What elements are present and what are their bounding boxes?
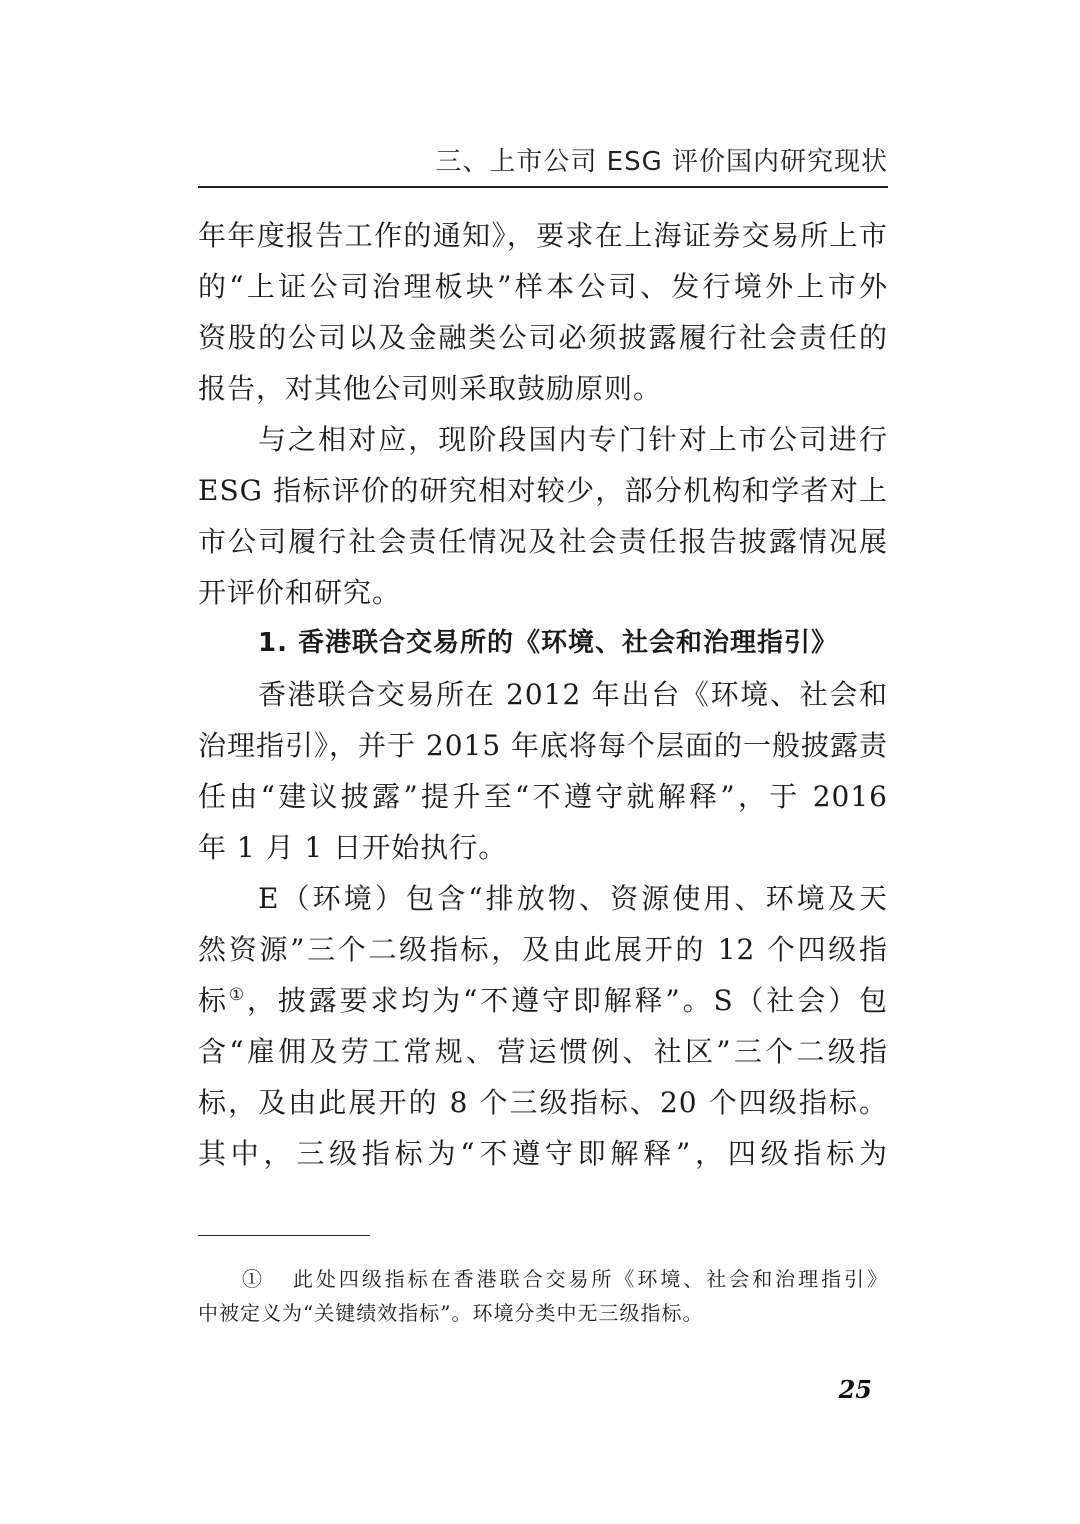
body-line: 治理指引》，并于 2015 年底将每个层面的一般披露责 (198, 729, 889, 762)
body-line: 标，及由此展开的 8 个三级指标、20 个四级指标。 (198, 1086, 888, 1119)
body-line: 年 1 月 1 日开始执行。 (198, 831, 508, 864)
body-line: 开评价和研究。 (198, 576, 402, 609)
footnote-reference[interactable]: ① (228, 985, 247, 1005)
footnote-line: 中被定义为“关键绩效指标”。环境分类中无三级指标。 (198, 1301, 704, 1325)
footnote-line (198, 1262, 888, 1296)
body-line: 市公司履行社会责任情况及社会责任报告披露情况展 (198, 525, 888, 558)
body-line: 与之相对应，现阶段国内专门针对上市公司进行 (258, 423, 888, 456)
body-line: 的“上证公司治理板块”样本公司、发行境外上市外 (198, 270, 888, 303)
body-line-start: 标 (198, 984, 229, 1017)
body-line: 然资源”三个二级指标，及由此展开的 12 个四级指 (198, 933, 888, 966)
body-line: 任由“建议披露”提升至“不遵守就解释”，于 2016 (198, 780, 888, 813)
body-line: 香港联合交易所在 2012 年出台《环境、社会和 (258, 678, 888, 711)
footnote (198, 1262, 888, 1330)
body-line: 其中，三级指标为“不遵守即解释”，四级指标为 (198, 1137, 888, 1170)
body-text (198, 210, 888, 1179)
section-heading: 1. 香港联合交易所的《环境、社会和治理指引》 (258, 628, 839, 658)
footnote-marker: ① (242, 1267, 265, 1291)
body-line: E（环境）包含“排放物、资源使用、环境及天 (258, 882, 888, 915)
body-line: 资股的公司以及金融类公司必须披露履行社会责任的 (198, 321, 888, 354)
body-line-rest: ，披露要求均为“不遵守即解释”。S（社会）包 (246, 984, 888, 1017)
body-line: ESG 指标评价的研究相对较少，部分机构和学者对上 (198, 474, 888, 507)
page-number: 25 (838, 1375, 872, 1404)
body-line-with-footnote (198, 975, 888, 1026)
body-line: 年年度报告工作的通知》，要求在上海证券交易所上市 (198, 219, 888, 252)
body-line: 报告，对其他公司则采取鼓励原则。 (198, 372, 663, 405)
footnote-rule (198, 1235, 370, 1236)
running-header-title: 三、上市公司 ESG 评价国内研究现状 (435, 147, 888, 177)
footnote-text-1: 此处四级指标在香港联合交易所《环境、社会和治理指引》 (292, 1267, 889, 1291)
header-rule (198, 186, 888, 188)
body-line: 含“雇佣及劳工常规、营运惯例、社区”三个二级指 (198, 1035, 888, 1068)
